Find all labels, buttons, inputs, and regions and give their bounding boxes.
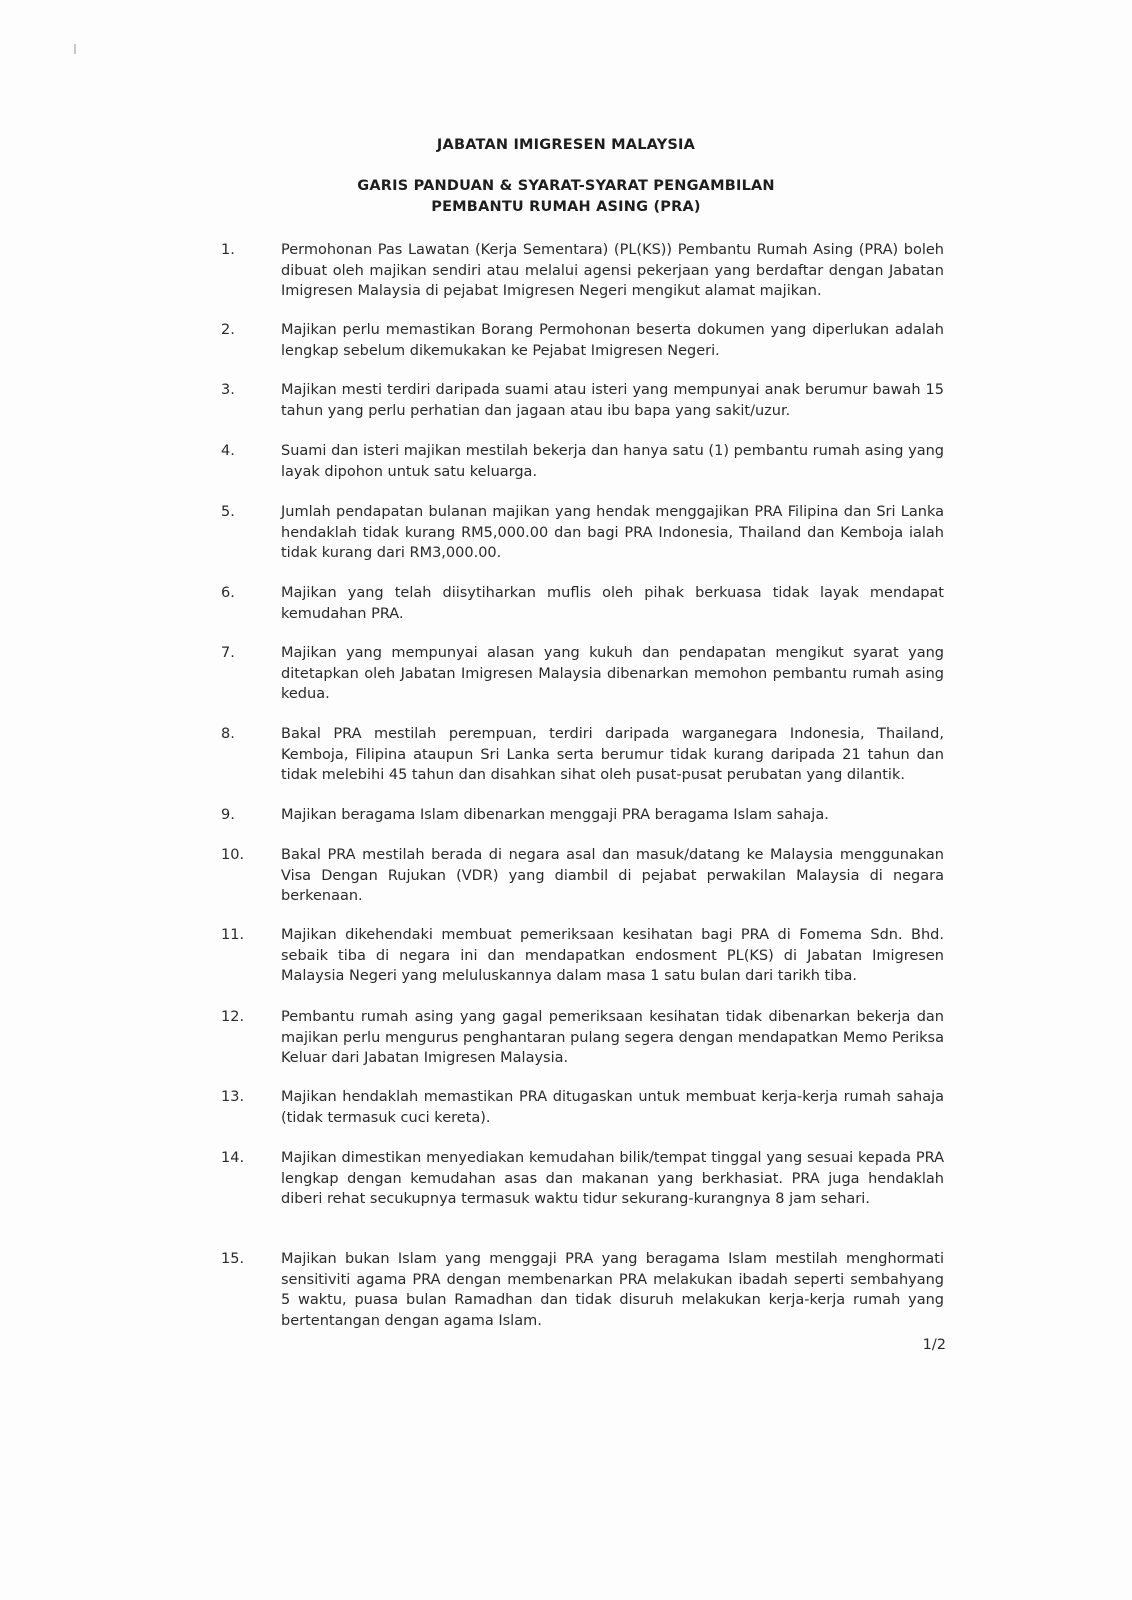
- item-number: 12.: [221, 1009, 245, 1025]
- item-text: Majikan yang telah diisytiharkan muflis oleh pihak berkuasa tidak layak mendapat kemudahan PRA.: [281, 585, 944, 622]
- item-text: Majikan hendaklah memastikan PRA ditugaskan untuk membuat kerja-kerja rumah sahaja (tidak termasuk cuci kereta).: [281, 1089, 944, 1126]
- page-number: 1/2: [922, 1337, 946, 1353]
- item-number: 4.: [221, 443, 235, 459]
- item-number: 7.: [221, 645, 235, 661]
- item-text: Permohonan Pas Lawatan (Kerja Sementara) (PL(KS)) Pembantu Rumah Asing (PRA) boleh dibuat oleh majikan sendiri atau melalui agensi pekerjaan yang berdaftar dengan Jabatan Imigresen Malaysia di pejabat Imigresen Negeri mengikut alamat majikan.: [281, 242, 944, 299]
- document-title-line-2: PEMBANTU RUMAH ASING (PRA): [431, 199, 701, 215]
- item-number: 6.: [221, 585, 235, 601]
- item-number: 8.: [221, 726, 235, 742]
- item-text: Bakal PRA mestilah perempuan, terdiri daripada warganegara Indonesia, Thailand, Kemboja, Filipina ataupun Sri Lanka serta berumur tidak kurang daripada 21 tahun dan tidak melebihi 45 tahun dan disahkan sihat oleh pusat-pusat perubatan yang dilantik.: [281, 726, 944, 783]
- item-text: Majikan perlu memastikan Borang Permohonan beserta dokumen yang diperlukan adalah lengkap sebelum dikemukakan ke Pejabat Imigresen Negeri.: [281, 322, 944, 359]
- item-text: Majikan yang mempunyai alasan yang kukuh dan pendapatan mengikut syarat yang ditetapkan oleh Jabatan Imigresen Malaysia dibenarkan memohon pembantu rumah asing kedua.: [281, 645, 944, 702]
- item-number: 3.: [221, 382, 235, 398]
- item-number: 1.: [221, 242, 235, 258]
- item-number: 5.: [221, 504, 235, 520]
- item-text: Pembantu rumah asing yang gagal pemeriksaan kesihatan tidak dibenarkan bekerja dan majikan perlu mengurus penghantaran pulang segera dengan mendapatkan Memo Periksa Keluar dari Jabatan Imigresen Malaysia.: [281, 1009, 944, 1066]
- item-text: Majikan beragama Islam dibenarkan menggaji PRA beragama Islam sahaja.: [281, 807, 829, 823]
- item-number: 9.: [221, 807, 235, 823]
- item-text: Majikan dimestikan menyediakan kemudahan bilik/tempat tinggal yang sesuai kepada PRA lengkap dengan kemudahan asas dan makanan yang berkhasiat. PRA juga hendaklah diberi rehat secukupnya termasuk waktu tidur sekurang-kurangnya 8 jam sehari.: [281, 1150, 944, 1207]
- item-number: 14.: [221, 1150, 245, 1166]
- item-text: Suami dan isteri majikan mestilah bekerja dan hanya satu (1) pembantu rumah asing yang layak dipohon untuk satu keluarga.: [281, 443, 944, 480]
- item-number: 11.: [221, 927, 245, 943]
- document-title-line-1: GARIS PANDUAN & SYARAT-SYARAT PENGAMBILAN: [357, 178, 775, 194]
- item-text: Majikan dikehendaki membuat pemeriksaan kesihatan bagi PRA di Fomema Sdn. Bhd. sebaik tiba di negara ini dan mendapatkan endosment PL(KS) di Jabatan Imigresen Malaysia Negeri yang meluluskannya dalam masa 1 satu bulan dari tarikh tiba.: [281, 927, 944, 984]
- item-text: Majikan mesti terdiri daripada suami atau isteri yang mempunyai anak berumur bawah 15 tahun yang perlu perhatian dan jagaan atau ibu bapa yang sakit/uzur.: [281, 382, 944, 419]
- item-number: 10.: [221, 847, 245, 863]
- item-number: 2.: [221, 322, 235, 338]
- item-number: 15.: [221, 1251, 245, 1267]
- item-text: Majikan bukan Islam yang menggaji PRA yang beragama Islam mestilah menghormati sensitiviti agama PRA dengan membenarkan PRA melakukan ibadah seperti sembahyang 5 waktu, puasa bulan Ramadhan dan tidak disuruh melakukan kerja-kerja rumah yang bertentangan dengan agama Islam.: [281, 1251, 944, 1329]
- item-number: 13.: [221, 1089, 245, 1105]
- item-text: Jumlah pendapatan bulanan majikan yang hendak menggajikan PRA Filipina dan Sri Lanka hendaklah tidak kurang RM5,000.00 dan bagi PRA Indonesia, Thailand dan Kemboja ialah tidak kurang dari RM3,000.00.: [281, 504, 944, 561]
- agency-heading: JABATAN IMIGRESEN MALAYSIA: [436, 137, 696, 153]
- item-text: Bakal PRA mestilah berada di negara asal dan masuk/datang ke Malaysia menggunakan Visa Dengan Rujukan (VDR) yang diambil di pejabat perwakilan Malaysia di negara berkenaan.: [281, 847, 944, 904]
